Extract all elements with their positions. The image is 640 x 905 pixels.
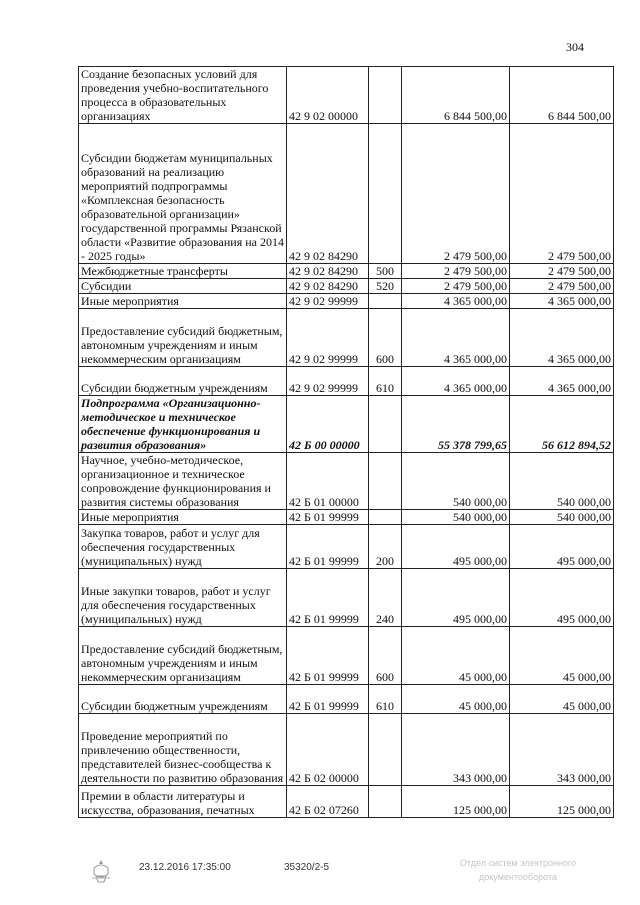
row-expense-type-cell: 500 — [369, 264, 402, 279]
row-amount-2018-cell: 6 844 500,00 — [510, 67, 614, 124]
row-code-cell: 42 9 02 99999 — [287, 309, 369, 367]
row-amount-2018-cell: 2 479 500,00 — [510, 279, 614, 294]
row-amount-2018-cell: 56 612 894,52 — [510, 396, 614, 453]
row-code-cell: 42 Б 02 00000 — [287, 714, 369, 786]
row-expense-type-cell: 600 — [369, 627, 402, 685]
row-amount-2018-cell: 495 000,00 — [510, 525, 614, 569]
row-code-cell: 42 9 02 84290 — [287, 279, 369, 294]
row-name-cell: Проведение мероприятий по привлечению общественности, представителей бизнес-сообщества к деятельности по развитию образования — [79, 714, 287, 786]
table-row — [79, 714, 614, 786]
watermark: Отдел систем электронного документооборота — [459, 858, 577, 882]
row-amount-2017-cell: 343 000,00 — [402, 714, 510, 786]
row-amount-2017-cell: 4 365 000,00 — [402, 367, 510, 396]
table-row — [79, 309, 614, 367]
row-amount-2017-cell: 2 479 500,00 — [402, 124, 510, 264]
row-code-cell: 42 Б 00 00000 — [287, 396, 369, 453]
row-code-cell: 42 Б 01 99999 — [287, 525, 369, 569]
row-expense-type-cell — [369, 294, 402, 309]
row-amount-2017-cell: 540 000,00 — [402, 510, 510, 525]
row-name-cell: Субсидии бюджетным учреждениям — [79, 367, 287, 396]
table-row — [79, 569, 614, 627]
row-amount-2018-cell: 45 000,00 — [510, 685, 614, 714]
row-expense-type-cell — [369, 714, 402, 786]
row-amount-2017-cell: 4 365 000,00 — [402, 309, 510, 367]
table-row — [79, 294, 614, 309]
row-name-cell: Предоставление субсидий бюджетным, автономным учреждениям и иным некоммерческим организациям — [79, 627, 287, 685]
row-amount-2018-cell: 495 000,00 — [510, 569, 614, 627]
row-code-cell: 42 Б 02 07260 — [287, 786, 369, 818]
row-amount-2018-cell: 540 000,00 — [510, 510, 614, 525]
page-number: 304 — [566, 40, 584, 54]
row-name-cell: Предоставление субсидий бюджетным, автономным учреждениям и иным некоммерческим организациям — [79, 309, 287, 367]
row-expense-type-cell: 600 — [369, 309, 402, 367]
table-row — [79, 525, 614, 569]
row-amount-2017-cell: 2 479 500,00 — [402, 279, 510, 294]
row-expense-type-cell — [369, 510, 402, 525]
row-expense-type-cell — [369, 453, 402, 510]
row-amount-2017-cell: 6 844 500,00 — [402, 67, 510, 124]
table-row — [79, 124, 614, 264]
row-amount-2017-cell: 45 000,00 — [402, 685, 510, 714]
row-amount-2018-cell: 45 000,00 — [510, 627, 614, 685]
table-row — [79, 786, 614, 818]
row-amount-2018-cell: 2 479 500,00 — [510, 264, 614, 279]
row-expense-type-cell: 240 — [369, 569, 402, 627]
table-row — [79, 510, 614, 525]
emblem-seal-icon — [88, 858, 114, 884]
row-expense-type-cell — [369, 396, 402, 453]
row-expense-type-cell: 200 — [369, 525, 402, 569]
table-row — [79, 685, 614, 714]
row-expense-type-cell: 610 — [369, 367, 402, 396]
row-amount-2017-cell: 4 365 000,00 — [402, 294, 510, 309]
row-name-cell: Подпрограмма «Организационно-методическое и техническое обеспечение функционирования и развития образования» — [79, 396, 287, 453]
row-amount-2017-cell: 125 000,00 — [402, 786, 510, 818]
row-code-cell: 42 Б 01 99999 — [287, 569, 369, 627]
row-amount-2017-cell: 45 000,00 — [402, 627, 510, 685]
table-row — [79, 396, 614, 453]
row-amount-2018-cell: 343 000,00 — [510, 714, 614, 786]
table-row — [79, 627, 614, 685]
row-amount-2018-cell: 2 479 500,00 — [510, 124, 614, 264]
table-row — [79, 264, 614, 279]
table-row — [79, 67, 614, 124]
row-amount-2017-cell: 2 479 500,00 — [402, 264, 510, 279]
row-code-cell: 42 9 02 84290 — [287, 124, 369, 264]
row-expense-type-cell — [369, 67, 402, 124]
row-code-cell: 42 9 02 00000 — [287, 67, 369, 124]
row-name-cell: Закупка товаров, работ и услуг для обеспечения государственных (муниципальных) нужд — [79, 525, 287, 569]
row-amount-2018-cell: 4 365 000,00 — [510, 309, 614, 367]
table-row — [79, 279, 614, 294]
row-code-cell: 42 9 02 99999 — [287, 294, 369, 309]
stamp-id: 35320/2-5 — [284, 862, 330, 873]
row-expense-type-cell — [369, 124, 402, 264]
row-expense-type-cell: 520 — [369, 279, 402, 294]
row-code-cell: 42 Б 01 99999 — [287, 510, 369, 525]
row-code-cell: 42 Б 01 00000 — [287, 453, 369, 510]
row-code-cell: 42 Б 01 99999 — [287, 627, 369, 685]
row-code-cell: 42 9 02 84290 — [287, 264, 369, 279]
row-name-cell: Иные мероприятия — [79, 510, 287, 525]
row-name-cell: Субсидии бюджетным учреждениям — [79, 685, 287, 714]
row-amount-2018-cell: 125 000,00 — [510, 786, 614, 818]
row-amount-2018-cell: 4 365 000,00 — [510, 367, 614, 396]
row-code-cell: 42 Б 01 99999 — [287, 685, 369, 714]
row-name-cell: Научное, учебно-методическое, организационное и техническое сопровождение функционирования и развития системы образования — [79, 453, 287, 510]
row-name-cell: Субсидии бюджетам муниципальных образований на реализацию мероприятий подпрограммы «Комплексная безопасность образовательной организации» государственной программы Рязанской области «Развитие образования на 2014 - 2025 годы» — [79, 124, 287, 264]
row-name-cell: Премии в области литературы и искусства, образования, печатных — [79, 786, 287, 818]
footer — [0, 858, 640, 898]
row-name-cell: Межбюджетные трансферты — [79, 264, 287, 279]
row-name-cell: Иные закупки товаров, работ и услуг для обеспечения государственных (муниципальных) нужд — [79, 569, 287, 627]
row-amount-2017-cell: 540 000,00 — [402, 453, 510, 510]
row-amount-2017-cell: 55 378 799,65 — [402, 396, 510, 453]
row-code-cell: 42 9 02 99999 — [287, 367, 369, 396]
stamp-date: 23.12.2016 17:35:00 — [139, 862, 231, 873]
row-amount-2018-cell: 4 365 000,00 — [510, 294, 614, 309]
row-amount-2018-cell: 540 000,00 — [510, 453, 614, 510]
row-amount-2017-cell: 495 000,00 — [402, 525, 510, 569]
table-row — [79, 367, 614, 396]
row-expense-type-cell: 610 — [369, 685, 402, 714]
row-name-cell: Иные мероприятия — [79, 294, 287, 309]
row-expense-type-cell — [369, 786, 402, 818]
row-name-cell: Создание безопасных условий для проведения учебно-воспитательного процесса в образовательных организациях — [79, 67, 287, 124]
row-amount-2017-cell: 495 000,00 — [402, 569, 510, 627]
row-name-cell: Субсидии — [79, 279, 287, 294]
table-row — [79, 453, 614, 510]
budget-table — [78, 66, 614, 818]
